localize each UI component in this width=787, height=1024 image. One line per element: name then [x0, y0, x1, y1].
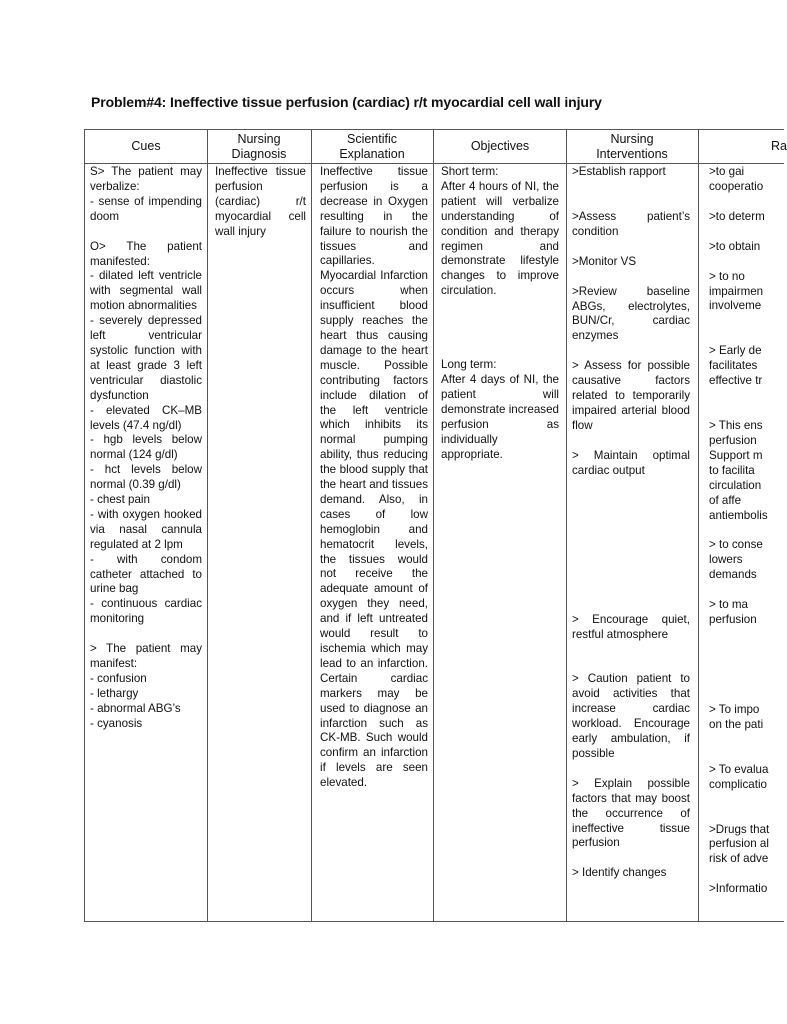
rationale-line: > to no: [709, 269, 745, 283]
rationale-line: circulation: [709, 478, 762, 492]
header-rationale: Ra: [771, 139, 787, 153]
column-divider: [207, 130, 208, 921]
rationale-line: involveme: [709, 299, 762, 313]
short-term-label: Short term:: [441, 165, 499, 178]
header-divider: [85, 163, 784, 164]
rationale-line: perfusion: [709, 433, 757, 447]
rationale-line: > to ma: [709, 598, 748, 612]
header-scientific-explanation: Scientific Explanation: [339, 131, 405, 161]
intervention-item: > Encourage quiet, restful atmosphere: [572, 612, 690, 641]
intervention-item: > Maintain optimal cardiac output: [572, 448, 690, 477]
intervention-item: > Explain possible factors that may boost the occurrence of ineffective tissue perfusion: [572, 776, 690, 850]
column-divider: [433, 130, 434, 921]
intervention-item: > Assess for possible causative factors related to temporarily impaired arterial blood flow: [572, 359, 690, 432]
rationale-line: complicatio: [709, 777, 767, 791]
rationale-line: antiembolis: [709, 508, 768, 522]
cue-item: - dilated left ventricle with segmental wall motion abnormalities: [90, 269, 202, 313]
rationale-line: > To impo: [709, 702, 760, 716]
rationale-line: >to gai: [709, 165, 745, 178]
rationale-line: > This ens: [709, 419, 763, 433]
long-term-label: Long term:: [441, 358, 497, 372]
rationale-line: >to obtain: [709, 239, 761, 253]
cue-subjective-heading: S> The patient may verbalize:: [90, 165, 202, 193]
interventions-cell: [572, 165, 690, 922]
cue-item: - continuous cardiac monitoring: [90, 597, 202, 626]
rationale-line: > Early de: [709, 344, 762, 358]
header-objectives: Objectives: [470, 139, 530, 153]
short-term-objective: After 4 hours of NI, the patient will verbalize understanding of condition and therapy regimen and demonstrate lifestyle changes to improve circulation.: [441, 179, 559, 298]
rationale-line: >to determ: [709, 209, 765, 223]
intervention-item: >Assess patient’s condition: [572, 209, 690, 238]
cue-item: - with oxygen hooked via nasal cannula regulated at 2 lpm: [90, 507, 202, 551]
header-cues: Cues: [131, 139, 161, 153]
diagnosis-cell: [215, 165, 306, 240]
rationale-line: demands: [709, 568, 757, 582]
cue-item: - hgb levels below normal (124 g/dl): [90, 433, 202, 462]
rationale-line: > to conse: [709, 538, 763, 552]
care-plan-table: [84, 129, 787, 922]
cue-possible-heading: > The patient may manifest:: [90, 642, 202, 671]
rationale-line: risk of adve: [709, 852, 769, 866]
cue-item: - sense of impending doom: [90, 194, 202, 223]
rationale-line: perfusion al: [709, 837, 769, 851]
cue-item: - confusion: [90, 672, 147, 685]
intervention-item: > Caution patient to avoid activities that increase cardiac workload. Encourage early ambulation, if possible: [572, 672, 690, 760]
rationale-line: lowers: [709, 553, 743, 567]
column-divider: [698, 130, 699, 921]
cue-item: - lethargy: [90, 686, 139, 700]
cues-cell: [90, 165, 202, 732]
explanation-text: Ineffective tissue perfusion is a decrease in Oxygen resulting in the failure to nourish the tissues and capillaries. Myocardial Infarction occurs when insufficient blood supply reaches the heart thus causing damage to the heart muscle. Possible contributing factors include dilation of the left ventricle which inhibits its normal pumping ability, thus reducing the blood supply that the heart and tissues demand. Also, in cases of low hemoglobin and hematocrit levels, the tissues would not receive the adequate amount of oxygen they need, and if left untreated would result to ischemia which may lead to an infarction. Certain cardiac markers may be used to diagnose an infarction such as CK-MB. Such would confirm an infarction if levels are seen elevated.: [320, 165, 428, 790]
rationale-line: Support m: [709, 448, 763, 462]
explanation-cell: [320, 165, 428, 791]
intervention-item: >Establish rapport: [572, 165, 666, 178]
rationale-line: facilitates: [709, 359, 758, 373]
column-divider: [311, 130, 312, 921]
cue-item: - abnormal ABG’s: [90, 701, 181, 715]
header-nursing-interventions: Nursing Interventions: [596, 131, 668, 161]
diagnosis-text: Ineffective tissue perfusion (cardiac) r/t myocardial cell wall injury: [215, 165, 306, 238]
header-nursing-diagnosis: Nursing Diagnosis: [231, 131, 287, 161]
rationale-line: impairmen: [709, 284, 764, 298]
intervention-item: >Review baseline ABGs, electrolytes, BUN/Cr, cardiac enzymes: [572, 284, 690, 343]
cue-item: - severely depressed left ventricular systolic function with at least grade 3 left ventricular diastolic dysfunction: [90, 314, 202, 402]
intervention-item: >Monitor VS: [572, 254, 637, 268]
page-title: Problem#4: Ineffective tissue perfusion (cardiac) r/t myocardial cell wall injury: [91, 94, 602, 110]
cue-objective-heading: O> The patient manifested:: [90, 239, 202, 268]
rationale-line: >Informatio: [709, 882, 768, 896]
long-term-objective: After 4 days of NI, the patient will demonstrate increased perfusion as individually appropriate.: [441, 373, 559, 461]
rationale-line: > To evalua: [709, 762, 769, 776]
rationale-cell: [709, 165, 769, 897]
cue-item: - with condom catheter attached to urine bag: [90, 552, 202, 596]
rationale-line: cooperatio: [709, 179, 764, 193]
intervention-item: > Identify changes: [572, 866, 667, 880]
cue-item: - hct levels below normal (0.39 g/dl): [90, 463, 202, 492]
cue-item: - chest pain: [90, 493, 150, 507]
rationale-line: to facilita: [709, 463, 755, 477]
rationale-line: perfusion: [709, 613, 757, 627]
rationale-line: >Drugs that: [709, 822, 770, 836]
column-divider: [566, 130, 567, 921]
cue-item: - cyanosis: [90, 716, 143, 730]
objectives-cell: [441, 165, 559, 463]
rationale-line: effective tr: [709, 374, 763, 388]
rationale-line: on the pati: [709, 717, 764, 731]
cue-item: - elevated CK–MB levels (47.4 ng/dl): [90, 403, 202, 432]
rationale-line: of affe: [709, 493, 742, 507]
